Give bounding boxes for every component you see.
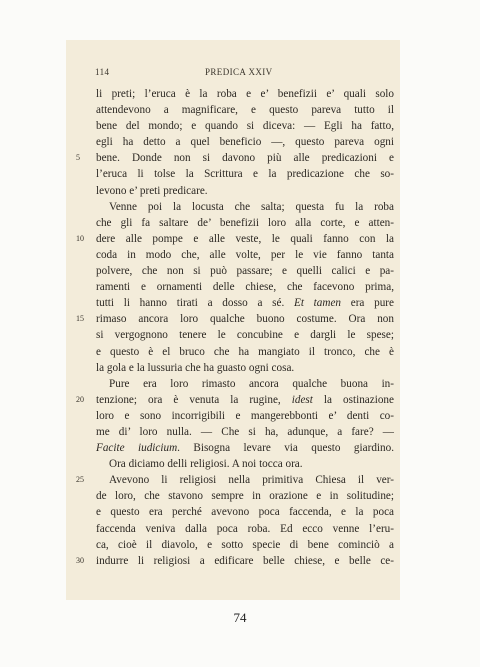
text-line: [88, 344, 394, 360]
line-number: 20: [76, 394, 84, 404]
scan-page-number: 74: [233, 610, 247, 625]
line-text: tenzione; ora è venuta la rugine, idest la ostinazione: [96, 393, 394, 406]
text-line: [88, 327, 394, 343]
text-line: [88, 360, 394, 376]
line-text: e questo era perché avevono poca faccenda, e la poca: [96, 506, 394, 519]
line-text: rimaso ancora loro qualche buono costume. Ora non: [96, 313, 394, 326]
line-text: dere alle pompe e alle veste, le quali fanno con la: [96, 232, 394, 245]
line-number: 30: [76, 555, 84, 565]
line-text: polvere, che non si può passare; e quelli calici e pa-: [96, 265, 394, 278]
running-title: PREDICA XXIV: [205, 67, 273, 77]
text-line: [88, 424, 394, 440]
line-text: Ora diciamo delli religiosi. A noi tocca ora.: [109, 458, 303, 471]
line-text: egli ha detto a quel beneficio —, questo pareva ogni: [96, 136, 394, 149]
book-page: [66, 40, 400, 600]
text-line: [88, 456, 394, 472]
line-text: ca, cioè il diavolo, e sotto specie di bene cominciò a: [96, 538, 394, 551]
text-line: [76, 231, 394, 247]
text-line: [88, 199, 394, 215]
text-line: [88, 166, 394, 182]
text-line: [88, 295, 394, 311]
text-line: [76, 150, 394, 166]
line-number: 15: [76, 314, 84, 324]
text-line: [88, 102, 394, 118]
line-number: 25: [76, 475, 84, 485]
line-text: li preti; l’eruca è la roba e e’ benefizii e’ quali solo: [96, 88, 394, 100]
text-line: [88, 408, 394, 424]
line-text: bene. Donde non si davono più alle predicazioni e: [96, 152, 394, 165]
line-text: levono e’ preti predicare.: [96, 184, 208, 197]
text-line: [88, 376, 394, 392]
text-line: [88, 118, 394, 134]
text-line: [76, 392, 394, 408]
line-text: Venne poi la locusta che salta; questa fu la roba: [109, 200, 394, 213]
text-line: [88, 183, 394, 199]
line-text: me di’ loro nulla. — Che si ha, adunque, a fare? —: [96, 425, 394, 438]
text-line: [88, 247, 394, 263]
line-text: ramenti e ornamenti delle chiese, che facevono prima,: [96, 281, 394, 294]
line-text: la gola e la lussuria che ha guasto ogni cosa.: [96, 361, 295, 374]
text-line: [76, 311, 394, 327]
line-number: 10: [76, 233, 84, 243]
line-text: si vergognono tenere le concubine e dargli le spese;: [96, 329, 394, 342]
line-text: Pure era loro rimasto ancora qualche buona in-: [109, 377, 394, 390]
text-line: [76, 553, 394, 569]
line-text: Avevono li religiosi nella primitiva Chiesa il ver-: [109, 474, 394, 487]
text-line: [88, 215, 394, 231]
text-body: [76, 86, 395, 569]
text-line: [88, 263, 394, 279]
text-line: [88, 504, 394, 520]
text-line: [76, 472, 394, 488]
line-text: l’eruca li tolse la Scrittura e la predicazione che so-: [96, 168, 394, 181]
line-text: che gli fa saltare de’ benefizii loro alla corte, e atten-: [96, 216, 394, 229]
text-line: [88, 134, 394, 150]
text-line: [88, 521, 394, 537]
line-text: de loro, che stavono sempre in orazione e in solitudine;: [96, 490, 394, 503]
text-line: [88, 440, 394, 456]
line-text: loro e sono incorrigibili e mangerebbonti e’ denti co-: [96, 409, 394, 422]
line-text: tutti li hanno tirati a dosso a sé. Et tamen era pure: [96, 297, 394, 310]
page-number: 114: [95, 67, 110, 77]
line-text: faccenda veniva dalla poca roba. Ed ecco venne l’eru-: [96, 522, 394, 535]
line-text: indurre li religiosi a edificare belle chiese, e belle ce-: [96, 554, 394, 567]
text-line: [88, 86, 394, 102]
line-text: e questo è el bruco che ha mangiato il tronco, che è: [96, 345, 394, 358]
line-text: attendevono a magnificare, e questo pareva tutto il: [96, 104, 394, 117]
text-line: [88, 279, 394, 295]
line-text: coda in modo che, alle volte, per le vie fanno tanta: [96, 248, 394, 261]
line-text: Facite iudicium. Bisogna levare via questo giardino.: [96, 442, 395, 455]
text-line: [88, 537, 394, 553]
text-line: [88, 488, 394, 504]
line-text: bene del mondo; e quando si diceva: — Egli ha fatto,: [96, 120, 394, 133]
line-number: 5: [76, 153, 80, 163]
